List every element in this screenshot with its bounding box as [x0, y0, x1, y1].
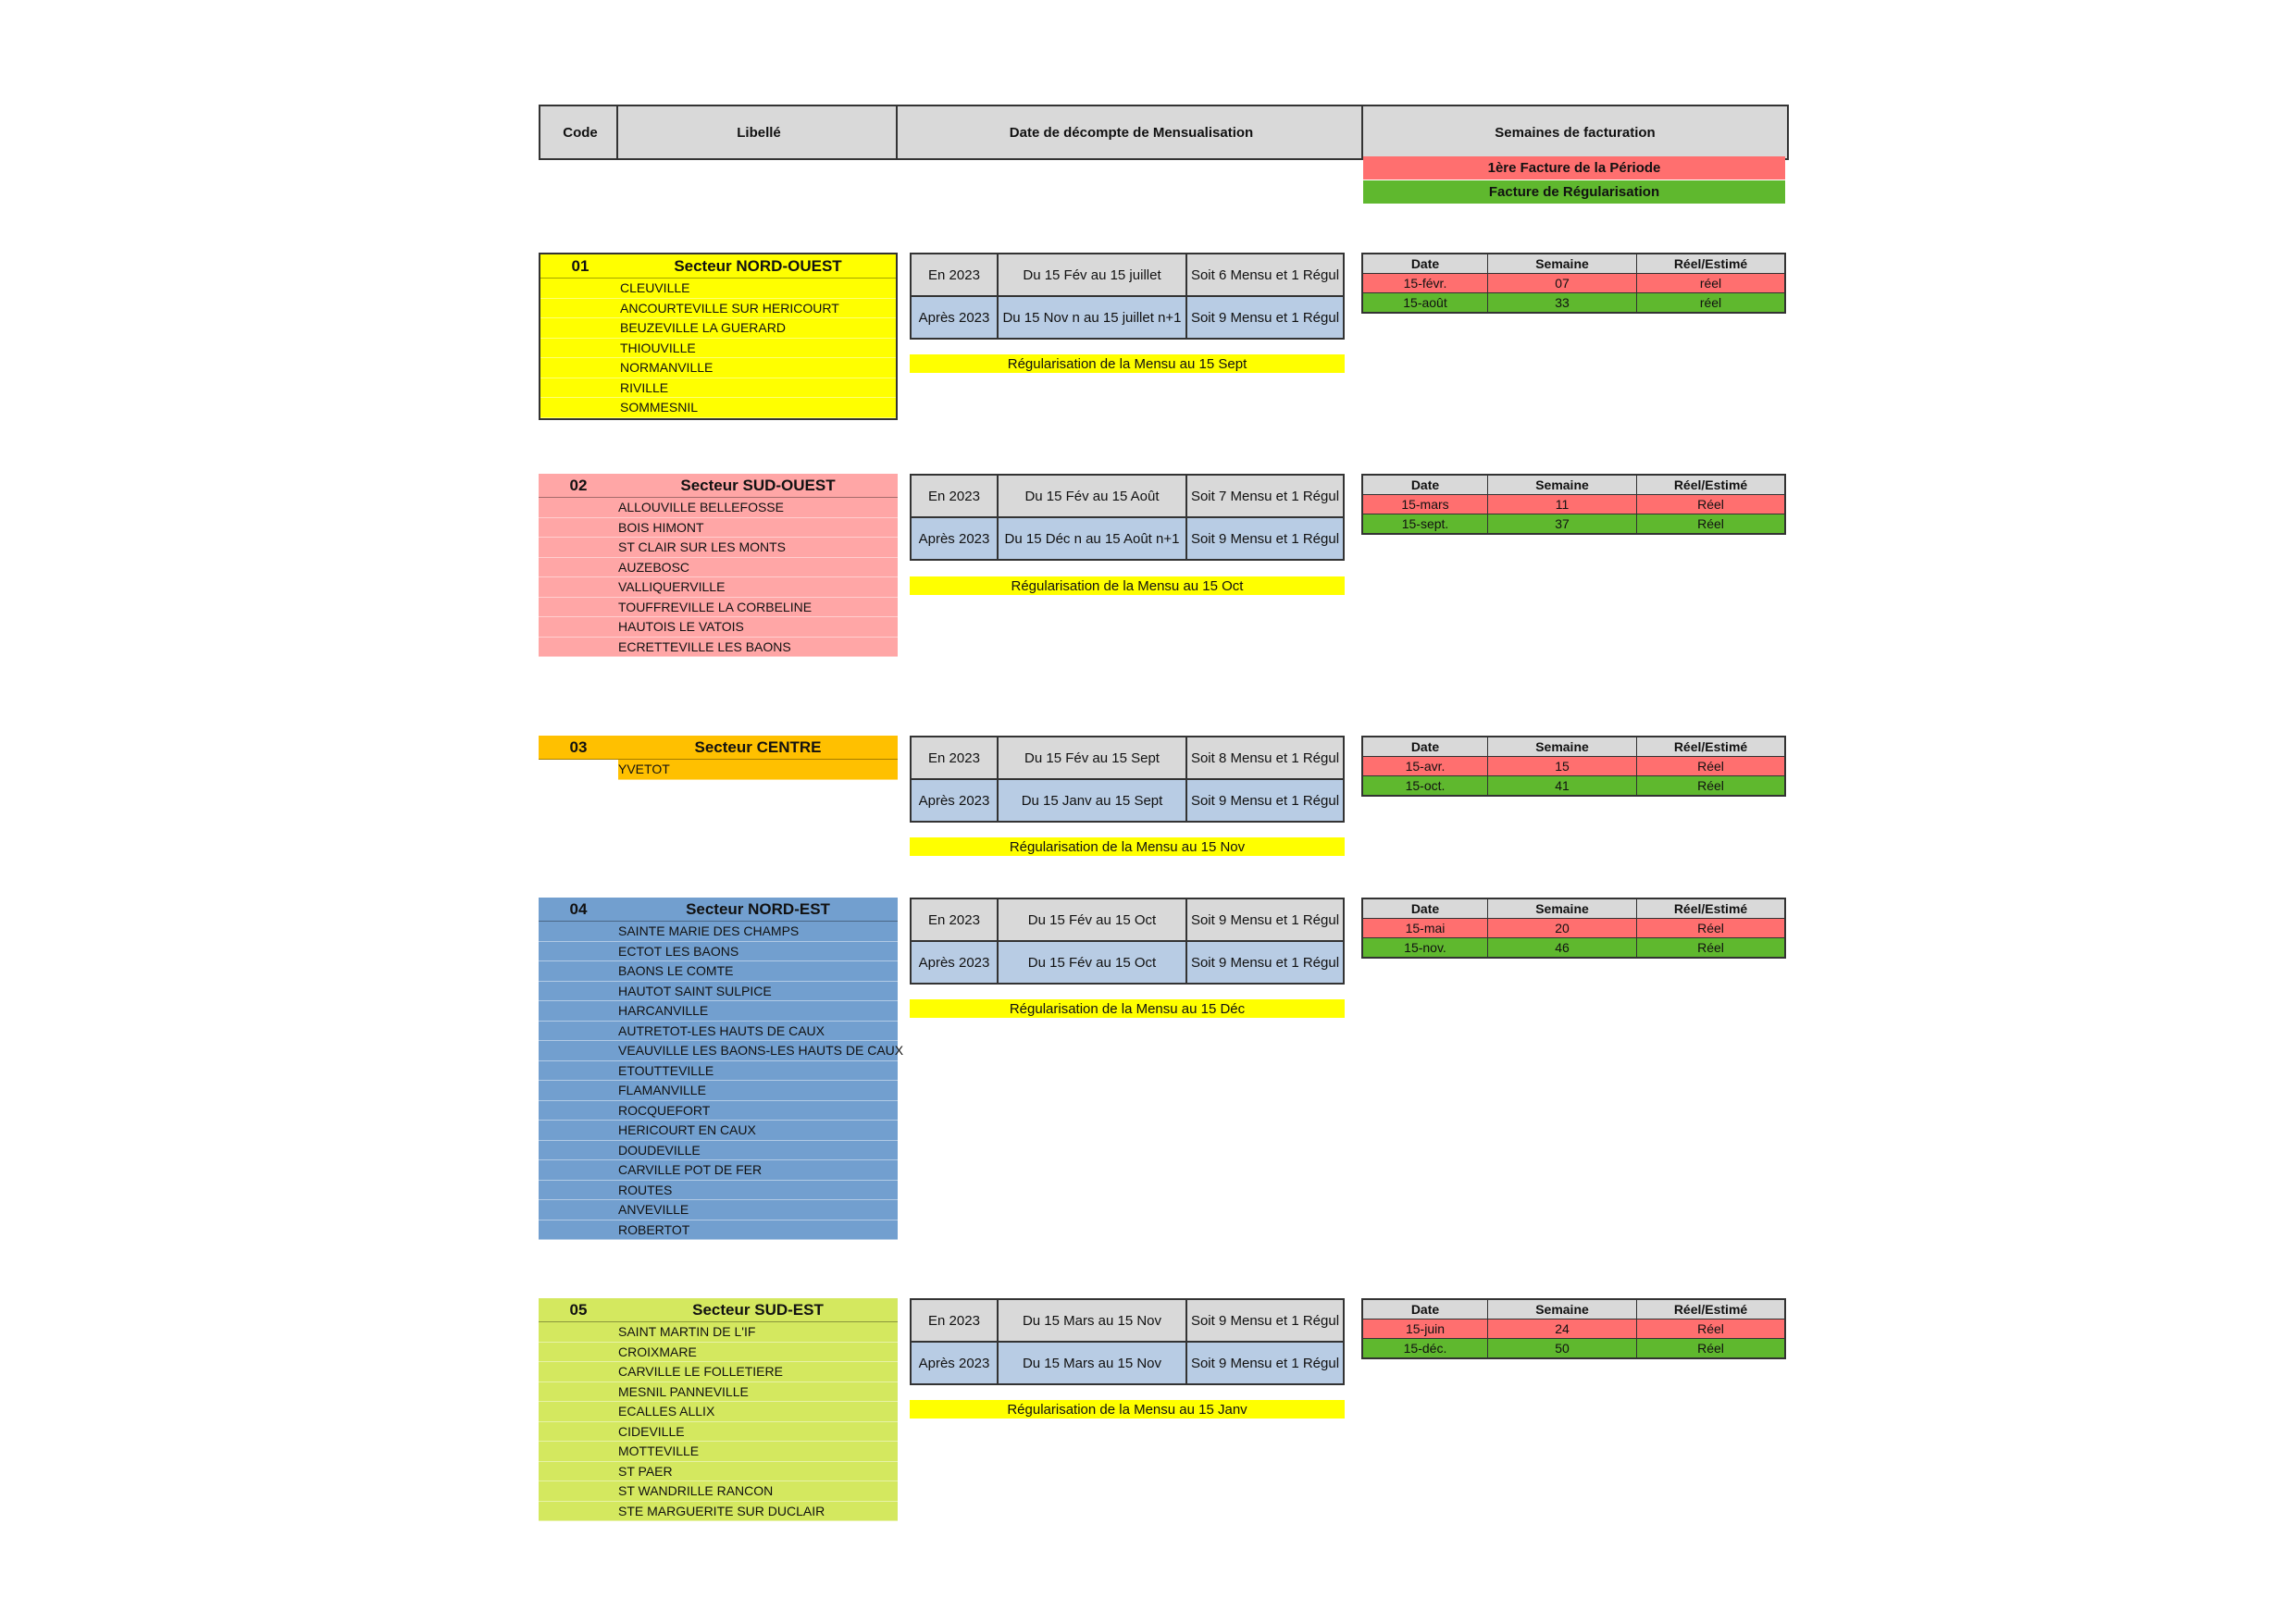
weeks-table — [1361, 474, 1786, 535]
period-label: Après 2023 — [918, 954, 990, 971]
sector-code: 02 — [569, 476, 588, 494]
period-row-2023 — [912, 1300, 1343, 1341]
period-row-after-2023 — [912, 295, 1343, 338]
weeks-header-cell: Semaine — [1487, 476, 1636, 494]
period-range: Du 15 Fév au 15 Août — [997, 476, 1185, 516]
week-number: 50 — [1487, 1339, 1636, 1357]
weeks-header-cell: Date — [1410, 901, 1440, 916]
sector-04 — [539, 898, 904, 1240]
week-kind: réel — [1636, 274, 1784, 292]
decompte-table — [910, 736, 1345, 823]
week-date: 15-août — [1403, 295, 1447, 310]
sector-header — [540, 254, 896, 279]
commune-item: AUZEBOSC — [539, 558, 898, 578]
week-date: 15-avr. — [1405, 759, 1446, 774]
weeks-header-row — [1363, 476, 1784, 494]
commune-item: SAINT MARTIN DE L'IF — [539, 1322, 898, 1343]
week-date: 15-oct. — [1405, 778, 1446, 793]
commune-item: VEAUVILLE LES BAONS-LES HAUTS DE CAUX — [539, 1041, 898, 1061]
regularisation-note: Régularisation de la Mensu au 15 Oct — [910, 576, 1345, 595]
commune-item: ROUTES — [539, 1181, 898, 1201]
period-range: Du 15 Nov n au 15 juillet n+1 — [997, 297, 1185, 338]
sector-05 — [539, 1298, 898, 1521]
weeks-header-cell: Date — [1410, 477, 1440, 492]
period-result: Soit 9 Mensu et 1 Régul — [1185, 780, 1343, 821]
weeks-header-row — [1363, 1300, 1784, 1319]
weeks-table — [1361, 898, 1786, 959]
weeks-row-first-invoice — [1363, 1319, 1784, 1338]
period-result: Soit 7 Mensu et 1 Régul — [1185, 476, 1343, 516]
commune-item: MESNIL PANNEVILLE — [539, 1382, 898, 1403]
period-row-2023 — [912, 899, 1343, 940]
period-range: Du 15 Mars au 15 Nov — [997, 1343, 1185, 1383]
sector-code: 05 — [569, 1300, 588, 1319]
period-result: Soit 9 Mensu et 1 Régul — [1185, 1300, 1343, 1341]
weeks-header-cell: Date — [1410, 739, 1440, 754]
period-row-after-2023 — [912, 516, 1343, 559]
commune-item: BAONS LE COMTE — [539, 961, 898, 982]
period-row-after-2023 — [912, 940, 1343, 983]
regularisation-note: Régularisation de la Mensu au 15 Nov — [910, 837, 1345, 856]
week-date: 15-sept. — [1401, 516, 1449, 531]
decompte-table — [910, 898, 1345, 985]
weeks-table — [1361, 736, 1786, 797]
weeks-header-cell: Semaine — [1487, 1300, 1636, 1319]
sector-03 — [539, 736, 898, 780]
header-semaines: Semaines de facturation — [1361, 105, 1789, 160]
weeks-header-cell: Réel/Estimé — [1636, 476, 1784, 494]
sector-code: 01 — [571, 256, 590, 275]
weeks-header-row — [1363, 899, 1784, 918]
commune-item: CARVILLE LE FOLLETIERE — [539, 1362, 898, 1382]
decompte-table — [910, 1298, 1345, 1385]
week-kind: réel — [1636, 293, 1784, 312]
commune-item: MOTTEVILLE — [539, 1442, 898, 1462]
weeks-row-regularisation — [1363, 937, 1784, 957]
commune-item: TOUFFREVILLE LA CORBELINE — [539, 598, 898, 618]
legend-first-invoice: 1ère Facture de la Période — [1363, 156, 1785, 180]
week-kind: Réel — [1636, 514, 1784, 533]
period-row-2023 — [912, 254, 1343, 295]
weeks-header-cell: Réel/Estimé — [1636, 254, 1784, 273]
weeks-row-regularisation — [1363, 514, 1784, 533]
commune-item: HAUTOIS LE VATOIS — [539, 617, 898, 638]
commune-item: VALLIQUERVILLE — [539, 577, 898, 598]
period-row-after-2023 — [912, 778, 1343, 821]
commune-item: NORMANVILLE — [540, 358, 896, 378]
weeks-header-cell: Semaine — [1487, 737, 1636, 756]
period-result: Soit 9 Mensu et 1 Régul — [1185, 297, 1343, 338]
weeks-row-first-invoice — [1363, 494, 1784, 514]
sector-header — [539, 474, 898, 498]
week-number: 24 — [1487, 1319, 1636, 1338]
header-libelle: Libellé — [616, 105, 901, 160]
weeks-row-regularisation — [1363, 1338, 1784, 1357]
commune-item: BEUZEVILLE LA GUERARD — [540, 318, 896, 339]
week-number: 37 — [1487, 514, 1636, 533]
commune-item: HAUTOT SAINT SULPICE — [539, 982, 898, 1002]
commune-item: ROBERTOT — [539, 1220, 898, 1241]
period-row-after-2023 — [912, 1341, 1343, 1383]
commune-item: YVETOT — [618, 760, 898, 780]
sector-header — [539, 1298, 898, 1322]
period-label: En 2023 — [928, 1312, 980, 1329]
week-kind: Réel — [1636, 776, 1784, 795]
commune-item: ROCQUEFORT — [539, 1101, 898, 1121]
week-date: 15-juin — [1405, 1321, 1446, 1336]
period-row-2023 — [912, 737, 1343, 778]
weeks-header-cell: Réel/Estimé — [1636, 1300, 1784, 1319]
legend-regularisation: Facture de Régularisation — [1363, 180, 1785, 204]
weeks-row-regularisation — [1363, 775, 1784, 795]
commune-item: SAINTE MARIE DES CHAMPS — [539, 922, 898, 942]
decompte-table — [910, 253, 1345, 340]
weeks-header-cell: Semaine — [1487, 899, 1636, 918]
sector-code: 03 — [569, 737, 588, 756]
commune-item: ST PAER — [539, 1462, 898, 1482]
period-row-2023 — [912, 476, 1343, 516]
sector-code: 04 — [569, 899, 588, 918]
period-result: Soit 9 Mensu et 1 Régul — [1185, 518, 1343, 559]
sector-title: Secteur SUD-OUEST — [680, 476, 836, 494]
weeks-header-cell: Réel/Estimé — [1636, 737, 1784, 756]
sector-01 — [539, 253, 898, 420]
period-range: Du 15 Janv au 15 Sept — [997, 780, 1185, 821]
commune-item: ST WANDRILLE RANCON — [539, 1481, 898, 1502]
commune-item: ANVEVILLE — [539, 1200, 898, 1220]
period-label: Après 2023 — [918, 530, 990, 547]
weeks-table — [1361, 1298, 1786, 1359]
period-label: Après 2023 — [918, 309, 990, 326]
weeks-header-cell: Réel/Estimé — [1636, 899, 1784, 918]
sector-title: Secteur CENTRE — [694, 737, 822, 756]
weeks-row-first-invoice — [1363, 756, 1784, 775]
week-date: 15-mai — [1405, 921, 1446, 935]
period-label: En 2023 — [928, 488, 980, 504]
period-result: Soit 9 Mensu et 1 Régul — [1185, 1343, 1343, 1383]
period-range: Du 15 Mars au 15 Nov — [997, 1300, 1185, 1341]
period-label: Après 2023 — [918, 1355, 990, 1371]
week-date: 15-nov. — [1404, 940, 1446, 955]
period-label: En 2023 — [928, 266, 980, 283]
period-result: Soit 9 Mensu et 1 Régul — [1185, 942, 1343, 983]
weeks-row-regularisation — [1363, 292, 1784, 312]
regularisation-note: Régularisation de la Mensu au 15 Sept — [910, 354, 1345, 373]
weeks-header-cell: Semaine — [1487, 254, 1636, 273]
sector-02 — [539, 474, 898, 657]
week-number: 46 — [1487, 938, 1636, 957]
weeks-header-row — [1363, 254, 1784, 273]
week-date: 15-déc. — [1403, 1341, 1447, 1356]
period-result: Soit 6 Mensu et 1 Régul — [1185, 254, 1343, 295]
commune-item: ETOUTTEVILLE — [539, 1061, 898, 1082]
week-number: 41 — [1487, 776, 1636, 795]
sector-title: Secteur NORD-EST — [686, 899, 830, 918]
commune-item: HARCANVILLE — [539, 1001, 898, 1022]
weeks-row-first-invoice — [1363, 918, 1784, 937]
period-range: Du 15 Fév au 15 Oct — [997, 942, 1185, 983]
sector-title: Secteur SUD-EST — [692, 1300, 824, 1319]
header-date-decompte: Date de décompte de Mensualisation — [896, 105, 1367, 160]
commune-item: DOUDEVILLE — [539, 1141, 898, 1161]
commune-item: FLAMANVILLE — [539, 1081, 898, 1101]
period-range: Du 15 Fév au 15 Oct — [997, 899, 1185, 940]
sector-header — [539, 736, 898, 760]
commune-item: CIDEVILLE — [539, 1422, 898, 1443]
commune-item: CROIXMARE — [539, 1343, 898, 1363]
commune-item: AUTRETOT-LES HAUTS DE CAUX — [539, 1022, 898, 1042]
commune-item: THIOUVILLE — [540, 339, 896, 359]
period-result: Soit 8 Mensu et 1 Régul — [1185, 737, 1343, 778]
sector-header — [539, 898, 898, 922]
weeks-table — [1361, 253, 1786, 314]
commune-item: RIVILLE — [540, 378, 896, 399]
sector-title: Secteur NORD-OUEST — [674, 256, 842, 275]
week-date: 15-févr. — [1403, 276, 1447, 291]
commune-item: SOMMESNIL — [540, 398, 896, 418]
weeks-header-row — [1363, 737, 1784, 756]
period-range: Du 15 Fév au 15 juillet — [997, 254, 1185, 295]
commune-item: ECALLES ALLIX — [539, 1402, 898, 1422]
period-label: Après 2023 — [918, 792, 990, 809]
week-number: 07 — [1487, 274, 1636, 292]
commune-item: STE MARGUERITE SUR DUCLAIR — [539, 1502, 898, 1522]
week-number: 15 — [1487, 757, 1636, 775]
commune-item: CLEUVILLE — [540, 279, 896, 299]
week-number: 33 — [1487, 293, 1636, 312]
weeks-row-first-invoice — [1363, 273, 1784, 292]
commune-item: BOIS HIMONT — [539, 518, 898, 539]
week-kind: Réel — [1636, 938, 1784, 957]
week-kind: Réel — [1636, 1319, 1784, 1338]
decompte-table — [910, 474, 1345, 561]
header-code: Code — [539, 105, 622, 160]
week-number: 11 — [1487, 495, 1636, 514]
week-kind: Réel — [1636, 1339, 1784, 1357]
commune-item: CARVILLE POT DE FER — [539, 1160, 898, 1181]
period-label: En 2023 — [928, 750, 980, 766]
commune-item: ST CLAIR SUR LES MONTS — [539, 538, 898, 558]
week-number: 20 — [1487, 919, 1636, 937]
weeks-header-cell: Date — [1410, 1302, 1440, 1317]
week-kind: Réel — [1636, 919, 1784, 937]
commune-item: HERICOURT EN CAUX — [539, 1121, 898, 1141]
period-result: Soit 9 Mensu et 1 Régul — [1185, 899, 1343, 940]
commune-item: ECRETTEVILLE LES BAONS — [539, 638, 898, 658]
week-date: 15-mars — [1401, 497, 1449, 512]
regularisation-note: Régularisation de la Mensu au 15 Janv — [910, 1400, 1345, 1419]
commune-item: ECTOT LES BAONS — [539, 942, 898, 962]
period-range: Du 15 Déc n au 15 Août n+1 — [997, 518, 1185, 559]
period-label: En 2023 — [928, 911, 980, 928]
week-kind: Réel — [1636, 495, 1784, 514]
regularisation-note: Régularisation de la Mensu au 15 Déc — [910, 999, 1345, 1018]
weeks-header-cell: Date — [1410, 256, 1440, 271]
period-range: Du 15 Fév au 15 Sept — [997, 737, 1185, 778]
week-kind: Réel — [1636, 757, 1784, 775]
commune-item: ALLOUVILLE BELLEFOSSE — [539, 498, 898, 518]
commune-item: ANCOURTEVILLE SUR HERICOURT — [540, 299, 896, 319]
